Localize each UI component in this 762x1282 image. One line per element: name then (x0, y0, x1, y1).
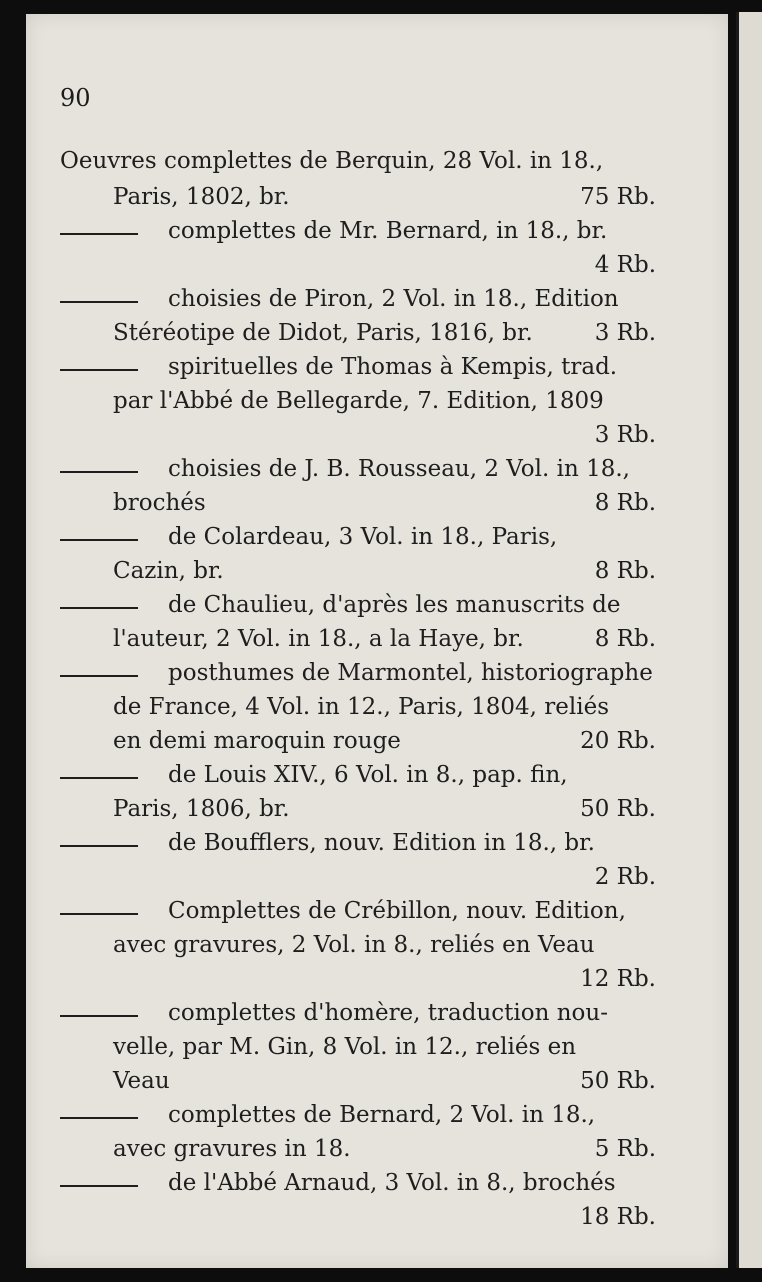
catalogue-line: velle, par M. Gin, 8 Vol. in 12., reliés en (113, 1034, 577, 1060)
price-label: 4 Rb. (594, 252, 656, 278)
ditto-dash (60, 675, 138, 677)
ditto-dash (60, 369, 138, 371)
ditto-dash (60, 471, 138, 473)
catalogue-line: choisies de Piron, 2 Vol. in 18., Edition (168, 286, 619, 312)
catalogue-line: complettes de Mr. Bernard, in 18., br. (168, 218, 608, 244)
catalogue-line: par l'Abbé de Bellegarde, 7. Edition, 1809 (113, 388, 604, 414)
ditto-dash (60, 607, 138, 609)
catalogue-line: choisies de J. B. Rousseau, 2 Vol. in 18., (168, 456, 630, 482)
ditto-dash (60, 1185, 138, 1187)
next-page-edge (736, 12, 762, 1268)
catalogue-line: de Colardeau, 3 Vol. in 18., Paris, (168, 524, 558, 550)
catalogue-line: l'auteur, 2 Vol. in 18., a la Haye, br. (113, 626, 524, 652)
ditto-dash (60, 777, 138, 779)
price-label: 5 Rb. (594, 1136, 656, 1162)
price-label: 18 Rb. (580, 1204, 656, 1230)
ditto-dash (60, 1015, 138, 1017)
price-label: 2 Rb. (594, 864, 656, 890)
catalogue-line: avec gravures, 2 Vol. in 8., reliés en Veau (113, 932, 595, 958)
price-label: 75 Rb. (580, 184, 656, 210)
catalogue-line: Paris, 1802, br. (113, 184, 290, 210)
catalogue-line: en demi maroquin rouge (113, 728, 401, 754)
catalogue-line: brochés (113, 490, 206, 516)
catalogue-line: Complettes de Crébillon, nouv. Edition, (168, 898, 626, 924)
catalogue-line: Paris, 1806, br. (113, 796, 290, 822)
catalogue-line: avec gravures in 18. (113, 1136, 351, 1162)
price-label: 20 Rb. (580, 728, 656, 754)
catalogue-line: de France, 4 Vol. in 12., Paris, 1804, reliés (113, 694, 610, 720)
price-label: 50 Rb. (580, 796, 656, 822)
catalogue-line: Stéréotipe de Didot, Paris, 1816, br. (113, 320, 533, 346)
price-label: 8 Rb. (594, 490, 656, 516)
price-label: 8 Rb. (594, 558, 656, 584)
page-number: 90 (60, 84, 91, 112)
ditto-dash (60, 539, 138, 541)
catalogue-line: Cazin, br. (113, 558, 224, 584)
ditto-dash (60, 301, 138, 303)
catalogue-line: complettes de Bernard, 2 Vol. in 18., (168, 1102, 596, 1128)
catalogue-line: de l'Abbé Arnaud, 3 Vol. in 8., brochés (168, 1170, 616, 1196)
ditto-dash (60, 1117, 138, 1119)
price-label: 3 Rb. (594, 422, 656, 448)
catalogue-line: Oeuvres complettes de Berquin, 28 Vol. in 18., (60, 148, 604, 174)
price-label: 8 Rb. (594, 626, 656, 652)
price-label: 50 Rb. (580, 1068, 656, 1094)
price-label: 12 Rb. (580, 966, 656, 992)
catalogue-line: de Louis XIV., 6 Vol. in 8., pap. fin, (168, 762, 568, 788)
price-label: 3 Rb. (594, 320, 656, 346)
catalogue-line: posthumes de Marmontel, historiographe (168, 660, 653, 686)
catalogue-line: complettes d'homère, traduction nou- (168, 1000, 608, 1026)
catalogue-line: spirituelles de Thomas à Kempis, trad. (168, 354, 618, 380)
ditto-dash (60, 233, 138, 235)
ditto-dash (60, 913, 138, 915)
catalogue-line: Veau (113, 1068, 170, 1094)
catalogue-line: de Chaulieu, d'après les manuscrits de (168, 592, 621, 618)
catalogue-line: de Boufflers, nouv. Edition in 18., br. (168, 830, 595, 856)
ditto-dash (60, 845, 138, 847)
